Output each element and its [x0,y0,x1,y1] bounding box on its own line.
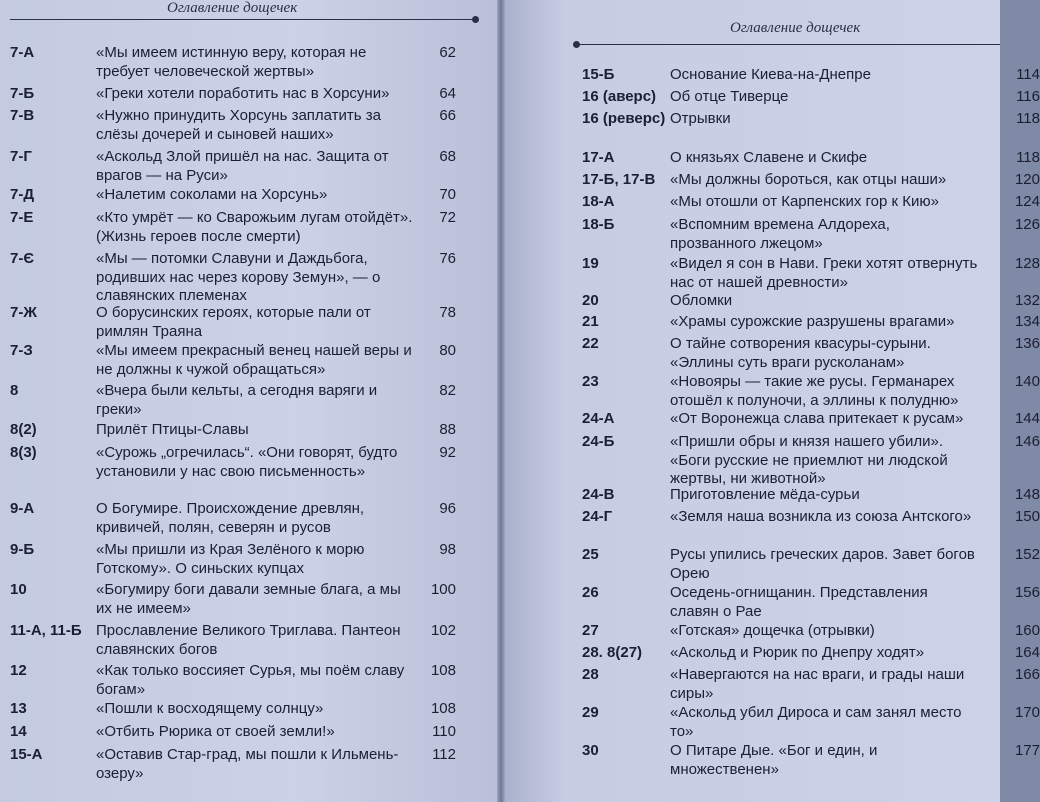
toc-entry [10,209,456,246]
entry-page-number: 78 [439,304,456,321]
entry-page-number: 152 [1014,546,1040,563]
entry-number: 27 [582,622,599,639]
entry-title: О Богумире. Происхождение древлян, кривичей, полян, северян и русов [96,500,365,536]
entry-page-number: 132 [1014,292,1040,309]
entry-number: 14 [10,723,27,740]
entry-title: «Мы имеем прекрасный венец нашей веры и не должны к чужой обращаться» [96,342,412,378]
toc-entry [10,500,456,537]
entry-number: 7-Є [10,250,35,267]
entry-number: 25 [582,546,599,563]
entry-page-number: 100 [430,581,456,598]
entry-page-number: 126 [1014,216,1040,233]
entry-title: Об отце Тиверце [670,88,789,105]
entry-number: 18-А [582,193,615,210]
entry-page-number: 170 [1014,704,1040,721]
toc-entry [582,171,1040,190]
toc-entry [10,541,456,578]
toc-entry [10,382,456,419]
entry-page-number: 124 [1014,193,1040,210]
header-rule-end [573,41,580,48]
entry-title: «Сурожь „огречилась“. «Они говорят, будто установили у нас свою письменность» [96,444,398,480]
entry-number: 8(2) [10,421,37,438]
toc-entry [10,186,456,205]
toc-entry [582,546,1040,583]
toc-entry [582,373,1040,410]
entry-page-number: 108 [430,662,456,679]
entry-page-number: 92 [439,444,456,461]
entry-title: Обломки [670,292,733,309]
entry-page-number: 156 [1014,584,1040,601]
entry-number: 23 [582,373,599,390]
entry-number: 16 (реверс) [582,110,666,127]
entry-page-number: 70 [439,186,456,203]
toc-entry [582,666,1040,703]
right-page [505,0,1040,802]
entry-title: «Мы — потомки Славуни и Даждьбога, родивших нас через корову Земун», — о славянских племенах [96,250,381,304]
entry-title: Оседень-огнищанин. Представления славян о Рае [670,584,928,620]
toc-entry [10,421,456,440]
entry-number: 16 (аверс) [582,88,657,105]
entry-page-number: 177 [1014,742,1040,759]
toc-entry [582,216,1040,253]
entry-title: Отрывки [670,110,731,127]
toc-entry [10,581,456,618]
entry-number: 12 [10,662,27,679]
toc-entry [582,335,1040,372]
entry-number: 22 [582,335,599,352]
entry-title: Русы упились греческих даров. Завет богов Орею [670,546,975,582]
toc-entry [582,193,1040,212]
toc-entry [582,622,1040,641]
entry-title: «Богумиру боги давали земные блага, а мы их не имеем» [96,581,401,617]
entry-number: 8 [10,382,19,399]
toc-entry [582,486,1040,505]
entry-page-number: 64 [439,85,456,102]
entry-page-number: 66 [439,107,456,124]
entry-number: 7-Е [10,209,34,226]
entry-number: 28. 8(27) [582,644,643,661]
entry-title: Прославление Великого Триглава. Пантеон славянских богов [96,622,401,658]
entry-page-number: 148 [1014,486,1040,503]
entry-number: 17-Б, 17-В [582,171,656,188]
entry-title: «Нужно принудить Хорсунь заплатить за слёзы дочерей и сыновей наших» [96,107,381,143]
toc-entry [582,149,1040,168]
entry-title: «Мы должны бороться, как отцы наши» [670,171,947,188]
page-header: Оглавление дощечек [730,20,861,36]
entry-number: 8(3) [10,444,37,461]
entry-title: «Кто умрёт — ко Сварожьим лугам отойдёт». (Жизнь героев после смерти) [96,209,413,245]
entry-page-number: 120 [1014,171,1040,188]
entry-title: Основание Киева-на-Днепре [670,66,871,83]
entry-title: «Мы пришли из Края Зелёного к морю Готскому». О синьских купцах [96,541,365,577]
toc-entry [10,304,456,341]
entry-page-number: 118 [1016,149,1040,166]
entry-page-number: 80 [439,342,456,359]
entry-page-number: 116 [1016,88,1040,105]
toc-entry [10,85,456,104]
entry-number: 7-А [10,44,35,61]
entry-title: Прилёт Птицы-Славы [96,421,249,438]
entry-page-number: 140 [1014,373,1040,390]
toc-entry [10,662,456,699]
entry-number: 11-А, 11-Б [10,622,82,639]
toc-entry [582,255,1040,292]
entry-number: 21 [582,313,599,330]
entry-number: 7-Д [10,186,35,203]
entry-title: «От Воронежца слава притекает к русам» [670,410,964,427]
toc-entry [10,723,456,742]
entry-title: О борусинских героях, которые пали от римлян Траяна [96,304,371,340]
entry-number: 19 [582,255,599,272]
entry-title: «Как только воссияет Сурья, мы поём славу богам» [96,662,405,698]
entry-title: «Вчера были кельты, а сегодня варяги и греки» [96,382,378,418]
entry-title: «Новояры — такие же русы. Германарех отошёл к полуночи, а эллины к полудню» [670,373,959,409]
entry-title: «Земля наша возникла из союза Антского» [670,508,972,525]
entry-page-number: 134 [1014,313,1040,330]
entry-title: «Аскольд Злой пришёл на нас. Защита от врагов — на Руси» [96,148,389,184]
toc-entry [582,88,1040,107]
entry-number: 9-Б [10,541,35,558]
toc-entry [10,342,456,379]
entry-page-number: 118 [1016,110,1040,127]
entry-title: Приготовление мёда-сурьи [670,486,860,503]
entry-page-number: 146 [1014,433,1040,450]
entry-title: «Мы имеем истинную веру, которая не требует человеческой жертвы» [96,44,367,80]
entry-title: «Готская» дощечка (отрывки) [670,622,875,639]
entry-page-number: 136 [1014,335,1040,352]
entry-title: «Оставив Стар-град, мы пошли к Ильмень-озеру» [96,746,399,782]
toc-entry [582,410,1040,429]
entry-number: 24-Б [582,433,615,450]
entry-title: О тайне сотворения квасуры-сурыни. «Эллины суть враги русколанам» [670,335,931,371]
entry-title: О князьях Славене и Скифе [670,149,868,166]
toc-entry [582,433,1040,489]
entry-number: 18-Б [582,216,615,233]
entry-title: «Навергаются на нас враги, и грады наши сиры» [670,666,965,702]
entry-number: 26 [582,584,599,601]
toc-entry [10,444,456,481]
entry-page-number: 68 [439,148,456,165]
entry-number: 13 [10,700,27,717]
entry-page-number: 150 [1014,508,1040,525]
left-page [0,0,497,802]
toc-entry [582,313,1040,332]
entry-page-number: 102 [430,622,456,639]
entry-page-number: 160 [1014,622,1040,639]
entry-page-number: 128 [1014,255,1040,272]
toc-entry [582,742,1040,779]
toc-entry [10,148,456,185]
entry-number: 24-А [582,410,615,427]
entry-title: «Отбить Рюрика от своей земли!» [96,723,335,740]
book-spine [497,0,505,802]
entry-page-number: 98 [439,541,456,558]
entry-number: 7-Г [10,148,32,165]
entry-number: 24-Г [582,508,613,525]
entry-number: 29 [582,704,599,721]
entry-page-number: 144 [1014,410,1040,427]
entry-title: «Вспомним времена Алдореха, прозванного лжецом» [670,216,890,252]
entry-number: 7-Ж [10,304,37,321]
entry-page-number: 76 [439,250,456,267]
toc-entry [10,700,456,719]
toc-entry [10,746,456,783]
header-rule [10,19,475,20]
entry-number: 10 [10,581,27,598]
entry-number: 30 [582,742,599,759]
toc-entry [582,292,1040,311]
toc-entry [582,508,1040,527]
entry-page-number: 112 [432,746,456,763]
entry-title: «Пошли к восходящему солнцу» [96,700,324,717]
entry-title: «Мы отошли от Карпенских гор к Кию» [670,193,939,210]
entry-number: 9-А [10,500,35,517]
entry-title: «Храмы сурожские разрушены врагами» [670,313,955,330]
entry-page-number: 82 [439,382,456,399]
entry-page-number: 114 [1016,66,1040,83]
entry-page-number: 164 [1014,644,1040,661]
entry-number: 17-А [582,149,615,166]
entry-page-number: 96 [439,500,456,517]
entry-number: 15-Б [582,66,615,83]
entry-page-number: 166 [1014,666,1040,683]
entry-title: «Аскольд убил Дироса и сам занял место то» [670,704,962,740]
toc-entry [10,44,456,81]
entry-title: «Пришли обры и князя нашего убили». «Боги русские не приемлют ни людской жертвы, ни животной» [670,433,948,487]
entry-page-number: 72 [439,209,456,226]
entry-page-number: 62 [439,44,456,61]
entry-page-number: 110 [432,723,456,740]
page-header: Оглавление дощечек [167,0,298,16]
entry-page-number: 108 [430,700,456,717]
toc-entry [10,250,456,306]
entry-number: 7-В [10,107,35,124]
toc-entry [582,66,1040,85]
toc-entry [582,110,1040,129]
header-rule [577,44,1000,45]
entry-number: 20 [582,292,599,309]
toc-entry [582,704,1040,741]
entry-number: 7-Б [10,85,35,102]
toc-entry [582,644,1040,663]
toc-entry [10,622,456,659]
toc-entry [582,584,1040,621]
entry-title: «Налетим соколами на Хорсунь» [96,186,328,203]
entry-title: «Аскольд и Рюрик по Днепру ходят» [670,644,925,661]
entry-title: «Видел я сон в Нави. Греки хотят отвернуть нас от нашей древности» [670,255,978,291]
entry-title: О Питаре Дые. «Бог и един, и множественен» [670,742,878,778]
entry-number: 28 [582,666,599,683]
header-rule-end [472,16,479,23]
entry-page-number: 88 [439,421,456,438]
entry-number: 15-А [10,746,43,763]
toc-entry [10,107,456,144]
entry-number: 7-З [10,342,33,359]
entry-number: 24-В [582,486,615,503]
entry-title: «Греки хотели поработить нас в Хорсуни» [96,85,390,102]
